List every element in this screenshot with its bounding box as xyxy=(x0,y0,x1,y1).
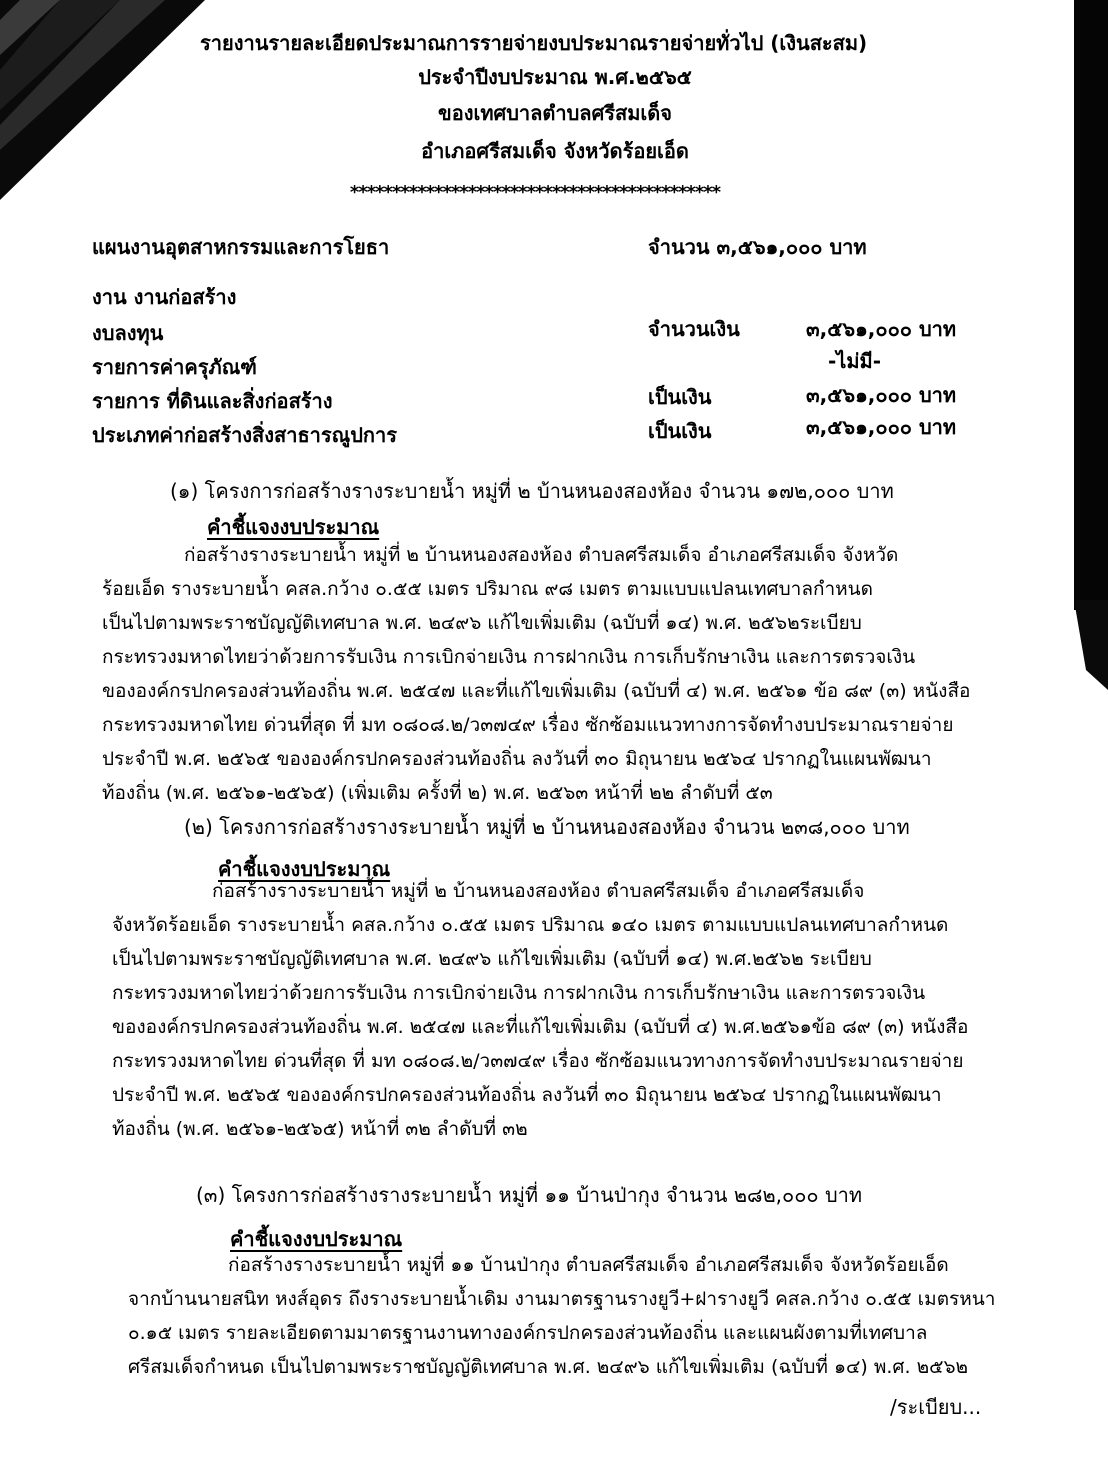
description-line: กระทรวงมหาดไทย ด่วนที่สุด ที่ มท ๐๘๐๘.๒/ว๓๗๔๙ เรื่อง ซักซ้อมแนวทางการจัดทำงบประมาณรายจ่าย xyxy=(112,1050,964,1072)
project-title: (๒) โครงการก่อสร้างรางระบายน้ำ หมู่ที่ ๒ บ้านหนองสองห้อง จำนวน ๒๓๘,๐๐๐ บาท xyxy=(184,815,910,839)
description-line: ศรีสมเด็จกำหนด เป็นไปตามพระราชบัญญัติเทศบาล พ.ศ. ๒๔๙๖ แก้ไขเพิ่มเติม (ฉบับที่ ๑๔) พ.ศ. ๒๕๖๒ xyxy=(128,1356,969,1378)
description-line: กระทรวงมหาดไทยว่าด้วยการรับเงิน การเบิกจ่ายเงิน การฝากเงิน การเก็บรักษาเงิน และการตรวจเงิน xyxy=(112,982,926,1004)
description-line: ก่อสร้างรางระบายน้ำ หมู่ที่ ๑๑ บ้านป่ากุง ตำบลศรีสมเด็จ อำเภอศรีสมเด็จ จังหวัดร้อยเอ็ด xyxy=(228,1254,949,1276)
project-title: (๑) โครงการก่อสร้างรางระบายน้ำ หมู่ที่ ๒ บ้านหนองสองห้อง จำนวน ๑๗๒,๐๐๐ บาท xyxy=(170,479,894,503)
page-continuation: /ระเบียบ... xyxy=(890,1395,982,1419)
project-description xyxy=(102,538,982,810)
description-line: ประจำปี พ.ศ. ๒๕๖๕ ขององค์กรปกครองส่วนท้องถิ่น ลงวันที่ ๓๐ มิถุนายน ๒๕๖๔ ปรากฏในแผนพัฒนา xyxy=(112,1084,942,1106)
plan-amount: จำนวน ๓,๕๖๑,๐๐๐ บาท xyxy=(648,235,867,259)
description-line: ร้อยเอ็ด รางระบายน้ำ คสล.กว้าง ๐.๕๕ เมตร ปริมาณ ๙๘ เมตร ตามแบบแปลนเทศบาลกำหนด xyxy=(102,578,873,600)
summary-row-value: -ไม่มี- xyxy=(828,349,882,373)
summary-row-key: จำนวนเงิน xyxy=(648,317,740,341)
header-separator: ******************************************** xyxy=(349,182,721,203)
summary-row-label: งบลงทุน xyxy=(92,321,164,345)
summary-row-value: ๓,๕๖๑,๐๐๐ บาท xyxy=(806,415,957,439)
summary-row-label: รายการค่าครุภัณฑ์ xyxy=(92,355,257,379)
description-line: เป็นไปตามพระราชบัญญัติเทศบาล พ.ศ. ๒๔๙๖ แก้ไขเพิ่มเติม (ฉบับที่ ๑๔) พ.ศ.๒๕๖๒ ระเบียบ xyxy=(112,948,872,970)
project-description xyxy=(128,1248,1008,1384)
description-line: ท้องถิ่น (พ.ศ. ๒๕๖๑-๒๕๖๕) หน้าที่ ๓๒ ลำดับที่ ๓๒ xyxy=(112,1118,528,1140)
description-line: กระทรวงมหาดไทย ด่วนที่สุด ที่ มท ๐๘๐๘.๒/ว๓๗๔๙ เรื่อง ซักซ้อมแนวทางการจัดทำงบประมาณรายจ่าย xyxy=(102,714,954,736)
summary-row-label: รายการ ที่ดินและสิ่งก่อสร้าง xyxy=(92,389,333,413)
doc-title-line4: อำเภอศรีสมเด็จ จังหวัดร้อยเอ็ด xyxy=(421,139,689,163)
summary-row-value: ๓,๕๖๑,๐๐๐ บาท xyxy=(806,383,957,407)
description-line: ท้องถิ่น (พ.ศ. ๒๕๖๑-๒๕๖๕) (เพิ่มเติม ครั้งที่ ๒) พ.ศ. ๒๕๖๓ หน้าที่ ๒๒ ลำดับที่ ๕๓ xyxy=(102,782,773,804)
description-line: ประจำปี พ.ศ. ๒๕๖๕ ขององค์กรปกครองส่วนท้องถิ่น ลงวันที่ ๓๐ มิถุนายน ๒๕๖๔ ปรากฏในแผนพัฒนา xyxy=(102,748,932,770)
description-line: ก่อสร้างรางระบายน้ำ หมู่ที่ ๒ บ้านหนองสองห้อง ตำบลศรีสมเด็จ อำเภอศรีสมเด็จ xyxy=(212,880,865,902)
description-line: จากบ้านนายสนิท หงส์อุดร ถึงรางระบายน้ำเดิม งานมาตรฐานรางยูวี+ฝารางยูวี คสล.กว้าง ๐.๕๕ เมตรหนา xyxy=(128,1288,996,1310)
project-description xyxy=(112,874,992,1146)
section-heading: คำชี้แจงงบประมาณ xyxy=(230,1227,403,1251)
summary-row-label: ประเภทค่าก่อสร้างสิ่งสาธารณูปการ xyxy=(92,423,397,447)
summary-row-key: เป็นเงิน xyxy=(648,419,712,443)
summary-row-value: ๓,๕๖๑,๐๐๐ บาท xyxy=(806,317,957,341)
doc-title-line3: ของเทศบาลตำบลศรีสมเด็จ xyxy=(438,101,672,125)
description-line: จังหวัดร้อยเอ็ด รางระบายน้ำ คสล.กว้าง ๐.๕๕ เมตร ปริมาณ ๑๔๐ เมตร ตามแบบแปลนเทศบาลกำหนด xyxy=(112,914,949,936)
description-line: เป็นไปตามพระราชบัญญัติเทศบาล พ.ศ. ๒๔๙๖ แก้ไขเพิ่มเติม (ฉบับที่ ๑๔) พ.ศ. ๒๕๖๒ระเบียบ xyxy=(102,612,862,634)
section-heading: คำชี้แจงงบประมาณ xyxy=(207,515,380,539)
description-line: กระทรวงมหาดไทยว่าด้วยการรับเงิน การเบิกจ่ายเงิน การฝากเงิน การเก็บรักษาเงิน และการตรวจเงิน xyxy=(102,646,916,668)
doc-title-line2: ประจำปีงบประมาณ พ.ศ.๒๕๖๕ xyxy=(418,65,692,89)
project-title: (๓) โครงการก่อสร้างรางระบายน้ำ หมู่ที่ ๑๑ บ้านป่ากุง จำนวน ๒๘๒,๐๐๐ บาท xyxy=(196,1183,863,1207)
summary-row-key: เป็นเงิน xyxy=(648,385,712,409)
description-line: ก่อสร้างรางระบายน้ำ หมู่ที่ ๒ บ้านหนองสองห้อง ตำบลศรีสมเด็จ อำเภอศรีสมเด็จ จังหวัด xyxy=(184,544,899,566)
plan-label: แผนงานอุตสาหกรรมและการโยธา xyxy=(92,235,390,259)
section-heading: คำชี้แจงงบประมาณ xyxy=(218,857,391,881)
description-line: ขององค์กรปกครองส่วนท้องถิ่น พ.ศ. ๒๕๔๗ และที่แก้ไขเพิ่มเติม (ฉบับที่ ๔) พ.ศ.๒๕๖๑ข้อ ๘๙ (๓) หนังสือ xyxy=(112,1016,969,1038)
doc-title-line1: รายงานรายละเอียดประมาณการรายจ่ายงบประมาณรายจ่ายทั่วไป (เงินสะสม) xyxy=(200,31,868,55)
description-line: ๐.๑๕ เมตร รายละเอียดตามมาตรฐานงานทางองค์กรปกครองส่วนท้องถิ่น และแผนผังตามที่เทศบาล xyxy=(128,1322,928,1344)
work-label: งาน งานก่อสร้าง xyxy=(92,285,237,309)
description-line: ขององค์กรปกครองส่วนท้องถิ่น พ.ศ. ๒๕๔๗ และที่แก้ไขเพิ่มเติม (ฉบับที่ ๔) พ.ศ. ๒๕๖๑ ข้อ ๘๙ (๓) หนังสือ xyxy=(102,680,971,702)
